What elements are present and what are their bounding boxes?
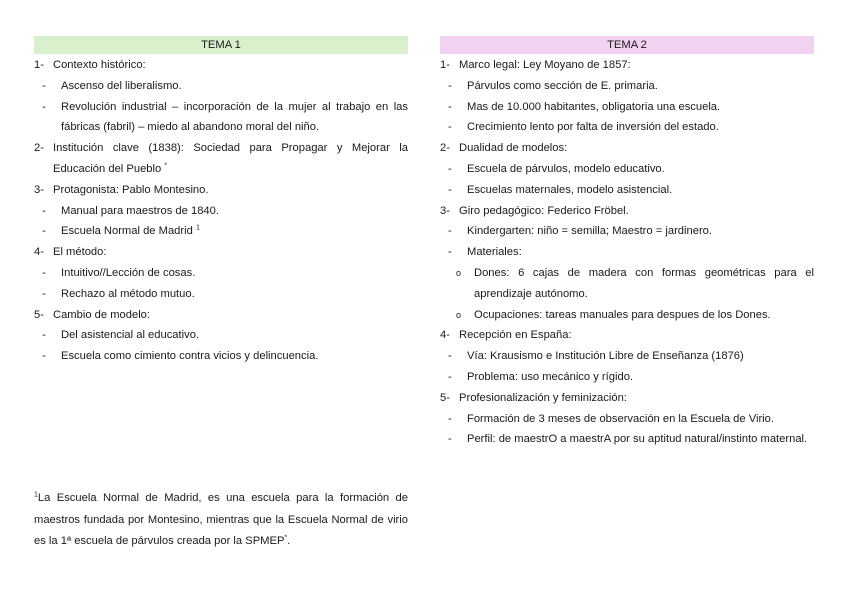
dash-bullet: -	[448, 246, 452, 259]
dash-bullet: -	[42, 100, 46, 113]
asterisk-mark: *	[284, 534, 288, 542]
point-text: Problema: uso mecánico y rígido.	[467, 370, 634, 383]
dash-bullet: -	[448, 121, 452, 134]
point-text: Ascenso del liberalismo.	[61, 79, 182, 92]
point-text: Crecimiento lento por falta de inversión del estado.	[467, 121, 719, 134]
point-text: Materiales:	[467, 246, 522, 259]
tema2-point-1	[440, 55, 814, 76]
tema1-point-3a	[34, 201, 408, 222]
point-number: 5-	[440, 391, 450, 404]
tema2-point-4b	[440, 367, 814, 388]
tema2-point-3	[440, 201, 814, 222]
footnote	[34, 488, 408, 553]
footnote-period: .	[287, 535, 291, 547]
point-text: Escuela como cimiento contra vicios y delincuencia.	[61, 350, 319, 363]
point-number: 4-	[34, 246, 44, 259]
tema2-point-3b-i	[440, 263, 814, 305]
point-text: Intuitivo//Lección de cosas.	[61, 266, 196, 279]
point-text: Del asistencial al educativo.	[61, 329, 200, 342]
point-number: 4-	[440, 329, 450, 342]
point-text: Escuela Normal de Madrid	[61, 225, 193, 238]
point-text: Vía: Krausismo e Institución Libre de Enseñanza (1876)	[467, 350, 744, 363]
tema1-point-1	[34, 55, 408, 76]
tema1-point-5	[34, 305, 408, 326]
dash-bullet: -	[448, 183, 452, 196]
point-text: Párvulos como sección de E. primaria.	[467, 79, 658, 92]
point-text: Dualidad de modelos:	[459, 142, 568, 155]
tema2-column	[440, 36, 814, 450]
tema1-point-5b	[34, 346, 408, 367]
point-number: 3-	[34, 183, 44, 196]
dash-bullet: -	[42, 329, 46, 342]
point-text: Manual para maestros de 1840.	[61, 204, 219, 217]
point-number: 1-	[34, 59, 44, 71]
point-number: 2-	[34, 142, 44, 155]
point-number: 5-	[34, 308, 44, 321]
dash-bullet: -	[448, 350, 452, 363]
tema2-point-5b	[440, 429, 814, 450]
dash-bullet: -	[448, 370, 452, 383]
point-text: Escuela de párvulos, modelo educativo.	[467, 162, 665, 175]
point-text: Recepción en España:	[459, 329, 572, 342]
tema2-point-2b	[440, 180, 814, 201]
point-text: Escuelas maternales, modelo asistencial.	[467, 183, 673, 196]
point-number: 1-	[440, 59, 450, 71]
point-text: Cambio de modelo:	[53, 308, 151, 321]
tema2-point-1b	[440, 97, 814, 118]
point-text: Ocupaciones: tareas manuales para despues de los Dones.	[474, 308, 771, 321]
point-number: 3-	[440, 204, 450, 217]
point-text: Giro pedagógico: Federico Fröbel.	[459, 204, 629, 217]
dash-bullet: -	[42, 204, 46, 217]
dash-bullet: -	[448, 433, 452, 446]
tema1-point-1a	[34, 76, 408, 97]
tema2-point-3b-ii	[440, 305, 814, 326]
point-text: Institución clave (1838): Sociedad para Propagar y Mejorar la Educación del Pueblo	[53, 142, 408, 175]
tema1-point-2	[34, 138, 408, 180]
circle-bullet: o	[456, 267, 462, 278]
tema1-column	[34, 36, 408, 367]
tema2-point-5	[440, 388, 814, 409]
tema2-point-3a	[440, 221, 814, 242]
tema2-point-1c	[440, 117, 814, 138]
tema2-point-2a	[440, 159, 814, 180]
tema1-point-4a	[34, 263, 408, 284]
point-text: Kindergarten: niño = semilla; Maestro = jardinero.	[467, 225, 713, 238]
tema2-point-4a	[440, 346, 814, 367]
footnote-reference: 1	[195, 224, 200, 232]
tema2-point-1a	[440, 76, 814, 97]
dash-bullet: -	[42, 287, 46, 300]
tema1-header: TEMA 1	[34, 36, 408, 54]
tema1-point-3b	[34, 221, 408, 242]
tema1-point-5a	[34, 325, 408, 346]
dash-bullet: -	[42, 266, 46, 279]
dash-bullet: -	[448, 79, 452, 92]
dash-bullet: -	[42, 350, 46, 363]
footnote-marker: 1	[34, 491, 38, 499]
point-text: Perfil: de maestrO a maestrA por su aptitud natural/instinto maternal.	[467, 433, 808, 446]
circle-bullet: o	[456, 309, 462, 320]
tema2-header: TEMA 2	[440, 36, 814, 54]
point-text: Dones: 6 cajas de madera con formas geométricas para el aprendizaje autónomo.	[474, 266, 814, 300]
point-text: Revolución industrial – incorporación de la mujer al trabajo en las fábricas (fabril) – miedo al abandono moral del niño.	[61, 100, 408, 134]
point-text: Protagonista: Pablo Montesino.	[53, 183, 209, 196]
tema1-point-4b	[34, 284, 408, 305]
tema2-point-4	[440, 325, 814, 346]
dash-bullet: -	[448, 100, 452, 113]
point-text: Formación de 3 meses de observación en la Escuela de Virio.	[467, 412, 774, 425]
point-text: Marco legal: Ley Moyano de 1857:	[459, 59, 631, 71]
tema2-point-3b	[440, 242, 814, 263]
tema1-point-4	[34, 242, 408, 263]
point-text: Mas de 10.000 habitantes, obligatoria una escuela.	[467, 100, 721, 113]
point-text: Contexto histórico:	[53, 59, 146, 71]
point-text: Profesionalización y feminización:	[459, 391, 627, 404]
dash-bullet: -	[42, 225, 46, 238]
dash-bullet: -	[448, 412, 452, 425]
dash-bullet: -	[42, 79, 46, 92]
footnote-text: La Escuela Normal de Madrid, es una escuela para la formación de maestros fundada por Montesino, mientras que la Escuela Normal de virio es la 1ª escuela de párvulos creada por la SPMEP	[34, 492, 408, 547]
tema1-point-3	[34, 180, 408, 201]
dash-bullet: -	[448, 225, 452, 238]
point-number: 2-	[440, 142, 450, 155]
tema1-point-1b	[34, 97, 408, 139]
tema2-point-5a	[440, 409, 814, 430]
tema2-point-2	[440, 138, 814, 159]
point-text: Rechazo al método mutuo.	[61, 287, 195, 300]
point-text: El método:	[53, 246, 107, 259]
dash-bullet: -	[448, 162, 452, 175]
asterisk-mark: *	[164, 162, 168, 170]
